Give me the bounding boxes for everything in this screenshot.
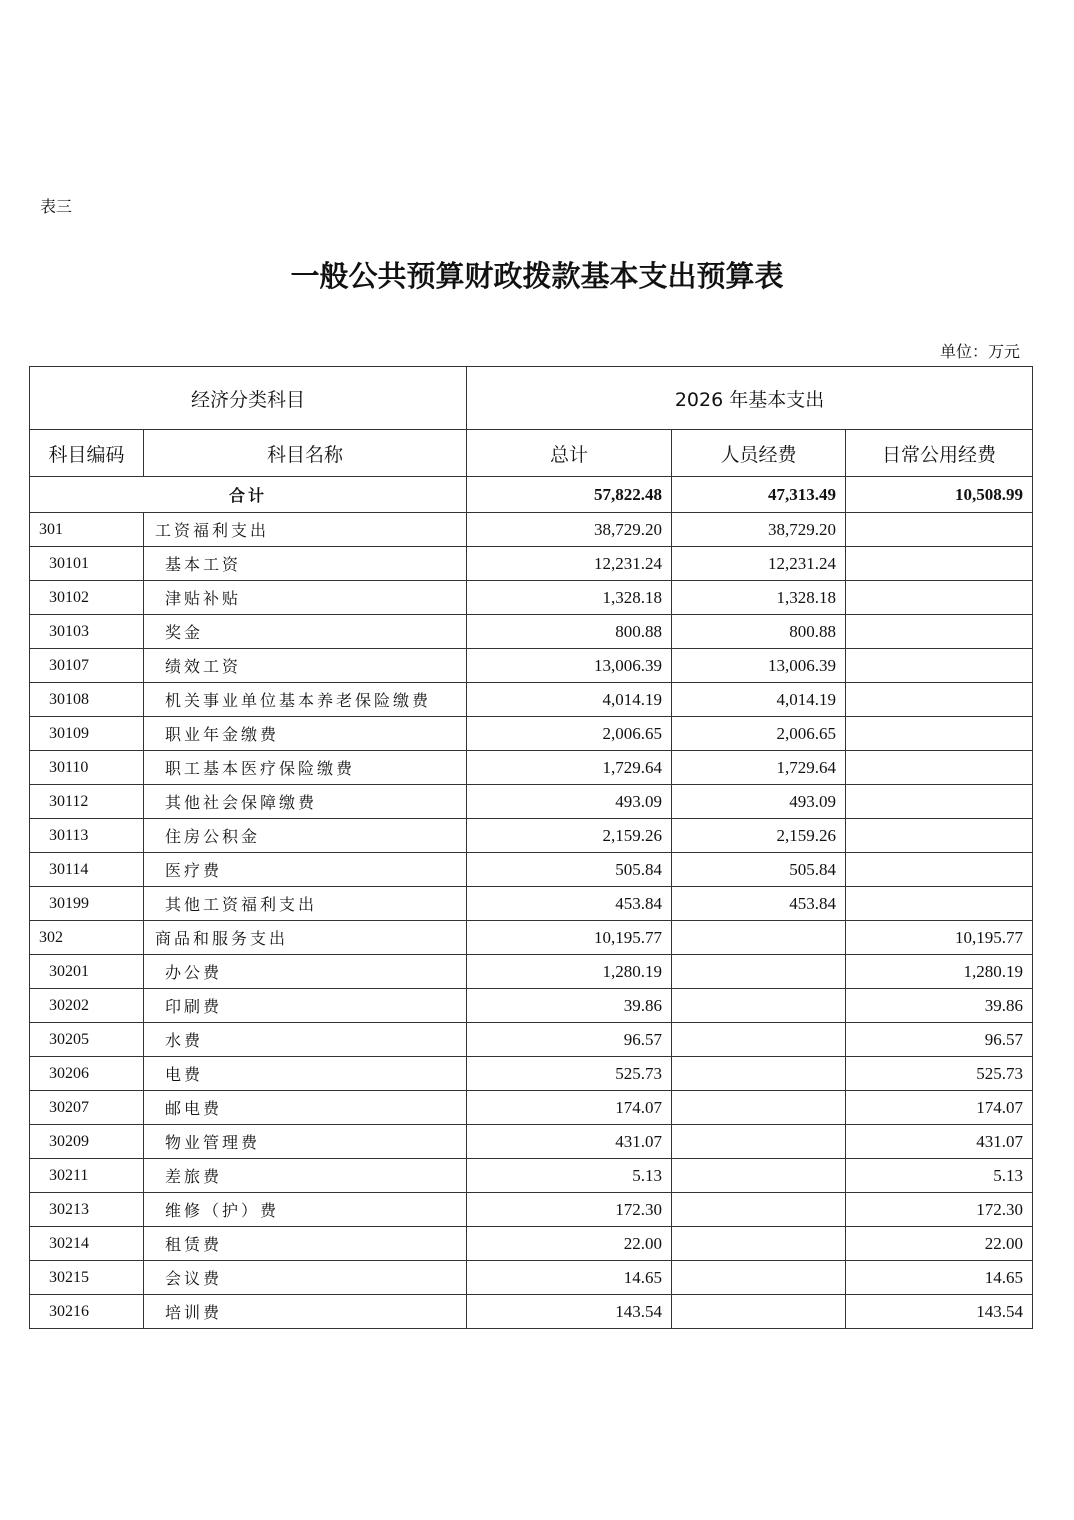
row-name: 基本工资: [144, 547, 467, 581]
table-row: [30, 955, 1033, 989]
table-row: [30, 921, 1033, 955]
row-name: 机关事业单位基本养老保险缴费: [144, 683, 467, 717]
total-personnel: 47,313.49: [672, 477, 846, 513]
row-total: 493.09: [467, 785, 672, 819]
table-row: [30, 1023, 1033, 1057]
table-row: [30, 989, 1033, 1023]
row-name: 商品和服务支出: [144, 921, 467, 955]
row-name: 工资福利支出: [144, 513, 467, 547]
row-code: 30101: [30, 547, 144, 581]
table-row: [30, 615, 1033, 649]
row-name: 住房公积金: [144, 819, 467, 853]
row-public: [846, 717, 1033, 751]
row-public: [846, 853, 1033, 887]
table-row: [30, 751, 1033, 785]
row-total: 22.00: [467, 1227, 672, 1261]
row-personnel: [672, 1091, 846, 1125]
row-public: [846, 513, 1033, 547]
row-public: [846, 819, 1033, 853]
row-total: 453.84: [467, 887, 672, 921]
row-public: 431.07: [846, 1125, 1033, 1159]
row-public: [846, 887, 1033, 921]
row-code: 30113: [30, 819, 144, 853]
header-total: 总计: [467, 430, 672, 477]
row-public: 96.57: [846, 1023, 1033, 1057]
row-code: 30206: [30, 1057, 144, 1091]
row-total: 800.88: [467, 615, 672, 649]
total-public: 10,508.99: [846, 477, 1033, 513]
row-name: 津贴补贴: [144, 581, 467, 615]
row-personnel: [672, 1125, 846, 1159]
row-code: 30109: [30, 717, 144, 751]
row-name: 其他工资福利支出: [144, 887, 467, 921]
row-public: [846, 751, 1033, 785]
total-label: 合计: [30, 477, 467, 513]
row-code: 30207: [30, 1091, 144, 1125]
row-name: 医疗费: [144, 853, 467, 887]
row-total: 1,729.64: [467, 751, 672, 785]
row-code: 30209: [30, 1125, 144, 1159]
row-public: 10,195.77: [846, 921, 1033, 955]
header-code: 科目编码: [30, 430, 144, 477]
row-code: 30211: [30, 1159, 144, 1193]
row-code: 30202: [30, 989, 144, 1023]
row-public: 525.73: [846, 1057, 1033, 1091]
header-personnel: 人员经费: [672, 430, 846, 477]
row-total: 4,014.19: [467, 683, 672, 717]
row-personnel: [672, 1227, 846, 1261]
row-name: 职工基本医疗保险缴费: [144, 751, 467, 785]
row-code: 30201: [30, 955, 144, 989]
row-code: 301: [30, 513, 144, 547]
row-public: 172.30: [846, 1193, 1033, 1227]
row-public: [846, 615, 1033, 649]
row-code: 30112: [30, 785, 144, 819]
table-row: [30, 1057, 1033, 1091]
table-row: [30, 819, 1033, 853]
row-total: 1,280.19: [467, 955, 672, 989]
row-public: [846, 547, 1033, 581]
row-name: 印刷费: [144, 989, 467, 1023]
row-code: 30107: [30, 649, 144, 683]
table-row: [30, 1227, 1033, 1261]
row-personnel: 453.84: [672, 887, 846, 921]
row-total: 505.84: [467, 853, 672, 887]
header-economic-category: 经济分类科目: [30, 367, 467, 430]
row-personnel: [672, 921, 846, 955]
table-row: [30, 1261, 1033, 1295]
row-personnel: 2,006.65: [672, 717, 846, 751]
row-code: 30103: [30, 615, 144, 649]
header-basic-expenditure: 2026 年基本支出: [467, 367, 1033, 430]
row-total: 13,006.39: [467, 649, 672, 683]
page-title: 一般公共预算财政拨款基本支出预算表: [290, 259, 784, 293]
row-code: 30215: [30, 1261, 144, 1295]
table-row: [30, 887, 1033, 921]
row-name: 物业管理费: [144, 1125, 467, 1159]
row-personnel: 1,328.18: [672, 581, 846, 615]
row-total: 14.65: [467, 1261, 672, 1295]
total-sum: 57,822.48: [467, 477, 672, 513]
row-public: [846, 581, 1033, 615]
row-personnel: 800.88: [672, 615, 846, 649]
unit-label: 单位：万元: [939, 342, 1020, 361]
table-row: [30, 1295, 1033, 1329]
row-total: 172.30: [467, 1193, 672, 1227]
table-row: [30, 785, 1033, 819]
table-row: [30, 581, 1033, 615]
row-personnel: [672, 989, 846, 1023]
row-public: [846, 683, 1033, 717]
row-total: 525.73: [467, 1057, 672, 1091]
row-public: 5.13: [846, 1159, 1033, 1193]
row-personnel: 13,006.39: [672, 649, 846, 683]
row-total: 2,159.26: [467, 819, 672, 853]
row-public: 143.54: [846, 1295, 1033, 1329]
row-public: 22.00: [846, 1227, 1033, 1261]
row-name: 维修（护）费: [144, 1193, 467, 1227]
row-personnel: 1,729.64: [672, 751, 846, 785]
row-name: 其他社会保障缴费: [144, 785, 467, 819]
table-row: [30, 717, 1033, 751]
row-code: 30110: [30, 751, 144, 785]
row-code: 30205: [30, 1023, 144, 1057]
row-name: 租赁费: [144, 1227, 467, 1261]
row-personnel: 505.84: [672, 853, 846, 887]
row-name: 水费: [144, 1023, 467, 1057]
row-code: 30199: [30, 887, 144, 921]
row-name: 电费: [144, 1057, 467, 1091]
row-personnel: [672, 1023, 846, 1057]
row-personnel: 493.09: [672, 785, 846, 819]
budget-table: [29, 366, 1033, 1329]
row-personnel: 12,231.24: [672, 547, 846, 581]
row-total: 174.07: [467, 1091, 672, 1125]
row-personnel: [672, 1057, 846, 1091]
row-public: [846, 785, 1033, 819]
row-code: 30216: [30, 1295, 144, 1329]
row-name: 会议费: [144, 1261, 467, 1295]
row-public: 174.07: [846, 1091, 1033, 1125]
row-personnel: 4,014.19: [672, 683, 846, 717]
table-row: [30, 1091, 1033, 1125]
header-name: 科目名称: [144, 430, 467, 477]
row-name: 绩效工资: [144, 649, 467, 683]
row-code: 30108: [30, 683, 144, 717]
row-code: 30114: [30, 853, 144, 887]
row-total: 96.57: [467, 1023, 672, 1057]
row-code: 30213: [30, 1193, 144, 1227]
row-personnel: [672, 1261, 846, 1295]
row-personnel: [672, 955, 846, 989]
row-personnel: [672, 1295, 846, 1329]
row-personnel: 2,159.26: [672, 819, 846, 853]
row-total: 12,231.24: [467, 547, 672, 581]
row-total: 38,729.20: [467, 513, 672, 547]
table-row: [30, 683, 1033, 717]
row-total: 143.54: [467, 1295, 672, 1329]
row-name: 办公费: [144, 955, 467, 989]
table-row: [30, 649, 1033, 683]
row-public: [846, 649, 1033, 683]
row-personnel: [672, 1159, 846, 1193]
row-name: 邮电费: [144, 1091, 467, 1125]
row-total: 39.86: [467, 989, 672, 1023]
row-personnel: 38,729.20: [672, 513, 846, 547]
header-public: 日常公用经费: [846, 430, 1033, 477]
table-row: [30, 1125, 1033, 1159]
table-label: 表三: [40, 197, 73, 216]
row-total: 10,195.77: [467, 921, 672, 955]
row-name: 奖金: [144, 615, 467, 649]
row-code: 302: [30, 921, 144, 955]
row-code: 30214: [30, 1227, 144, 1261]
row-code: 30102: [30, 581, 144, 615]
table-row: [30, 1193, 1033, 1227]
table-row: [30, 513, 1033, 547]
row-public: 14.65: [846, 1261, 1033, 1295]
row-total: 1,328.18: [467, 581, 672, 615]
row-total: 5.13: [467, 1159, 672, 1193]
table-row: [30, 853, 1033, 887]
total-row: [30, 477, 1033, 513]
row-name: 培训费: [144, 1295, 467, 1329]
table-row: [30, 1159, 1033, 1193]
row-total: 2,006.65: [467, 717, 672, 751]
row-public: 1,280.19: [846, 955, 1033, 989]
row-public: 39.86: [846, 989, 1033, 1023]
row-personnel: [672, 1193, 846, 1227]
row-total: 431.07: [467, 1125, 672, 1159]
table-row: [30, 547, 1033, 581]
row-name: 职业年金缴费: [144, 717, 467, 751]
row-name: 差旅费: [144, 1159, 467, 1193]
